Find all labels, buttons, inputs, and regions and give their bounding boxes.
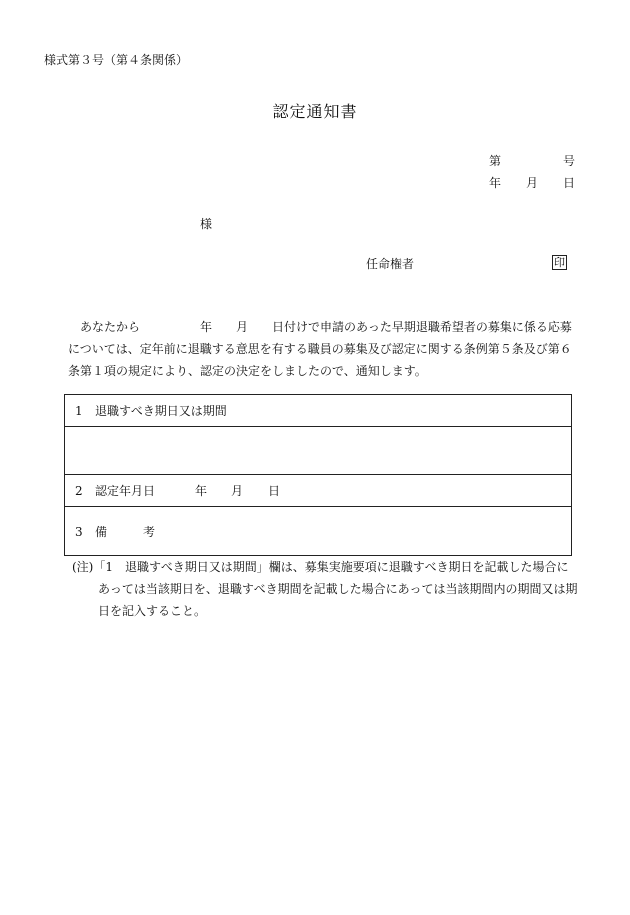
cert-year-label: 年: [195, 484, 208, 498]
body-line-1: [68, 316, 578, 338]
date-year-label: 年: [489, 176, 502, 190]
table-cell: [65, 507, 572, 556]
seal-mark: 印: [554, 256, 565, 269]
body-line-3: 条第１項の規定により、認定の決定をしましたので、通知します。: [68, 364, 427, 378]
notice-number-suffix: 号: [563, 154, 576, 168]
remarks-label-a: 備: [95, 524, 108, 539]
table-cell: [65, 395, 572, 427]
addressee-honorific: 様: [200, 217, 213, 231]
body-line-1-rest: 日付けで申請のあった早期退職希望者の募集に係る応募: [272, 320, 572, 334]
notice-number-prefix: 第: [489, 154, 502, 168]
row-number: 3: [75, 524, 83, 539]
footnote-line-2: あっては当該期日を、退職すべき期間を記載した場合にあっては当該期間内の期間又は期: [98, 582, 578, 596]
cert-day-label: 日: [268, 484, 281, 498]
notice-body: [68, 316, 578, 382]
body-line-2: については、定年前に退職する意思を有する職員の募集及び認定に関する条例第５条及び第６: [68, 342, 572, 356]
row-label: 退職すべき期日又は期間: [95, 404, 227, 418]
footnote-line-3: 日を記入すること。: [98, 604, 207, 618]
row-number: 2: [75, 484, 83, 498]
table-row-retirement-date-value: [65, 427, 572, 475]
table-row-remarks: [65, 507, 572, 556]
row-label: 認定年月日: [95, 484, 156, 498]
remarks-label-b: 考: [143, 524, 156, 539]
table-cell: [65, 427, 572, 475]
cert-month-label: 月: [231, 484, 244, 498]
body-month-label: 月: [236, 320, 249, 334]
certification-table: [64, 394, 572, 556]
row-number: 1: [75, 404, 83, 418]
issuer-label: 任命権者: [366, 257, 415, 271]
document-title: 認定通知書: [272, 102, 358, 121]
date-day-label: 日: [563, 176, 576, 190]
table-cell: [65, 475, 572, 507]
footnote: [72, 556, 578, 622]
body-year-label: 年: [200, 320, 213, 334]
table-row-retirement-date-heading: [65, 395, 572, 427]
date-month-label: 月: [526, 176, 539, 190]
table-row-certification-date: [65, 475, 572, 507]
body-line-1-start: あなたから: [80, 320, 141, 334]
form-number: 様式第３号（第４条関係）: [44, 53, 189, 67]
footnote-line-1: (注)「1 退職すべき期日又は期間」欄は、募集実施要項に退職すべき期日を記載した場合に: [72, 560, 569, 574]
